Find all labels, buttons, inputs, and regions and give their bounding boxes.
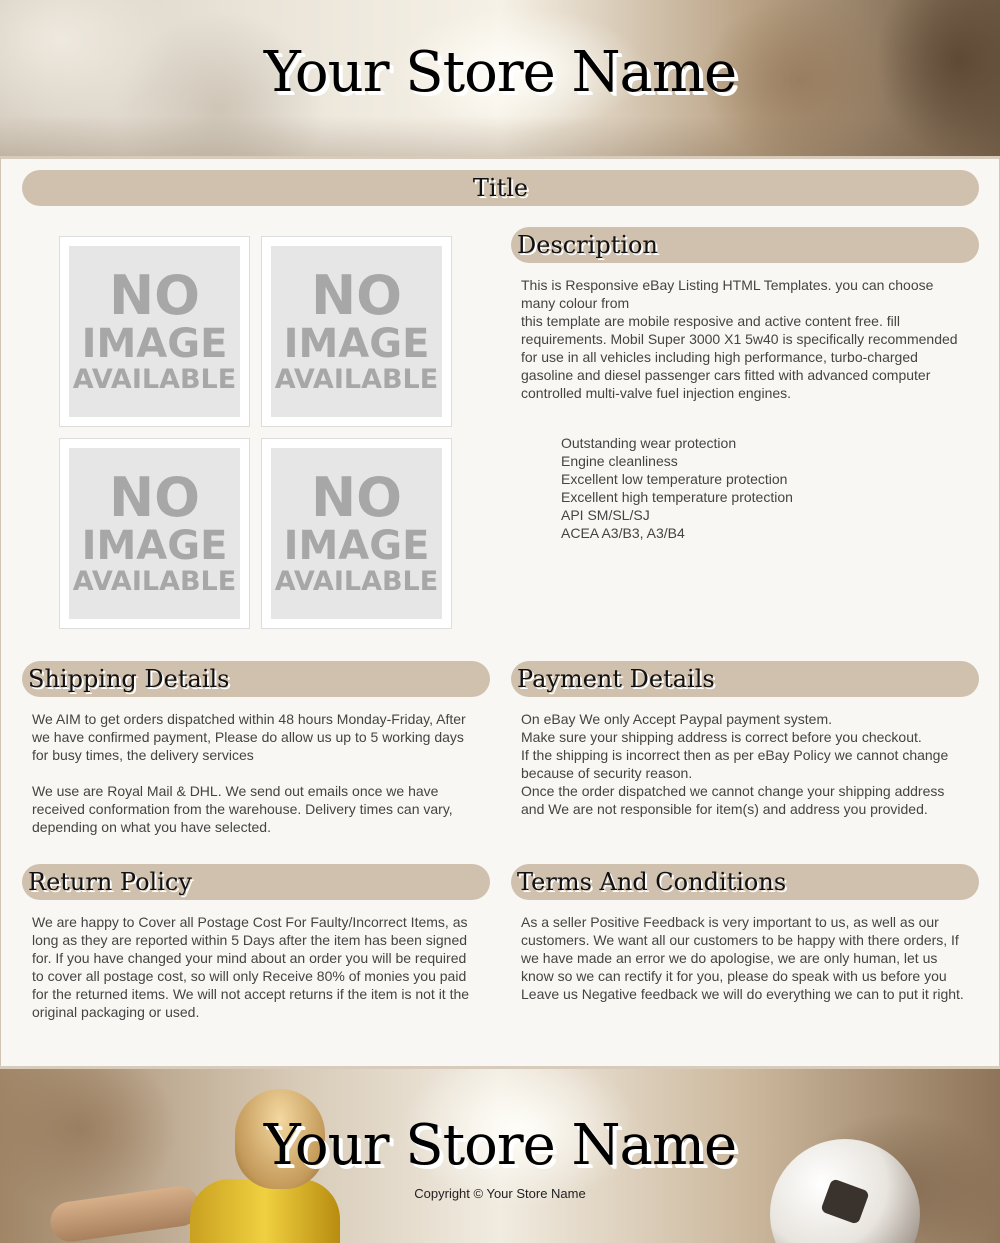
no-image-text: NO [310,465,403,529]
shipping-line: We use are Royal Mail & DHL. We send out emails once we have [32,783,439,799]
shipping-text [32,710,482,836]
shipping-line: for busy times, the delivery services [32,747,254,763]
payment-line: because of security reason. [521,765,693,781]
no-image-text: AVAILABLE [72,565,237,597]
payment-line: Make sure your shipping address is correct before you checkout. [521,729,922,745]
product-image-3[interactable] [59,438,250,629]
no-image-text: IMAGE [283,320,430,367]
return-line: long as they are reported within 5 Days after the item has been signed [32,932,468,948]
feature-list [561,434,793,542]
payment-heading: Payment Details [511,661,979,697]
feature-item: Excellent high temperature protection [561,489,793,505]
return-line: to cover all postage cost, so will only Receive 80% of monies you paid [32,968,467,984]
return-line: for the returned items. We will not accept returns if the item is not it the [32,986,470,1002]
description-line: this template are mobile resposive and active content free. fill [521,313,900,329]
no-image-text: NO [108,465,201,529]
feature-item: API SM/SL/SJ [561,507,650,523]
no-image-text: IMAGE [81,320,228,367]
description-line: gasoline and diesel passenger cars fitted with advanced computer [521,367,931,383]
header-banner [0,0,1000,156]
terms-line: Leave us Negative feedback we will do everything we can to put it right. [521,986,964,1002]
payment-line: Once the order dispatched we cannot change your shipping address [521,783,945,799]
description-line: This is Responsive eBay Listing HTML Templates. you can choose [521,277,934,293]
feature-item: Engine cleanliness [561,453,678,469]
no-image-text: NO [108,263,201,327]
footer-banner [0,1066,1000,1243]
terms-heading: Terms And Conditions [511,864,979,900]
description-text [521,276,971,402]
description-heading: Description [511,227,979,263]
feature-item: ACEA A3/B3, A3/B4 [561,525,685,541]
no-image-text: IMAGE [283,522,430,569]
footer-store-name: Your Store Name [263,1113,737,1178]
return-line: original packaging or used. [32,1004,200,1020]
feature-item: Outstanding wear protection [561,435,737,451]
shipping-line: We AIM to get orders dispatched within 48 hours Monday-Friday, After [32,711,466,727]
description-line: requirements. Mobil Super 3000 X1 5w40 is specifically recommended [521,331,958,347]
terms-line: we have made an error we do apologise, we are only human, let us [521,950,938,966]
product-image-4[interactable] [261,438,452,629]
listing-title: Title [22,170,979,206]
return-policy-heading: Return Policy [22,864,490,900]
no-image-text: IMAGE [81,522,228,569]
payment-line: If the shipping is incorrect then as per eBay Policy we cannot change [521,747,949,763]
shipping-heading: Shipping Details [22,661,490,697]
feature-item: Excellent low temperature protection [561,471,788,487]
no-image-placeholder [69,448,240,619]
return-policy-text [32,913,482,1021]
return-line: for. If you have changed your mind about an order you will be required [32,950,467,966]
no-image-placeholder [271,448,442,619]
main-content [0,156,1000,1069]
no-image-placeholder [69,246,240,417]
shipping-line [32,764,482,782]
description-line: controlled multi-valve fuel injection engines. [521,385,792,401]
no-image-text: AVAILABLE [274,363,439,395]
description-line: many colour from [521,295,630,311]
no-image-placeholder [271,246,442,417]
terms-text [521,913,971,1003]
store-name-heading: Your Store Name [263,40,737,105]
copyright-text: Copyright © Your Store Name [414,1186,586,1201]
shipping-line: depending on what you have selected. [32,819,271,835]
payment-text [521,710,971,818]
product-image-2[interactable] [261,236,452,427]
terms-line: know so we can rectify it for you, please do speak with us before you [521,968,947,984]
shipping-line: received conformation from the warehouse. Delivery times can vary, [32,801,453,817]
no-image-text: NO [310,263,403,327]
terms-line: customers. We want all our customers to be happy with there orders, If [521,932,959,948]
no-image-text: AVAILABLE [274,565,439,597]
no-image-text: AVAILABLE [72,363,237,395]
product-image-1[interactable] [59,236,250,427]
description-line: for use in all vehicles including high performance, turbo-charged [521,349,918,365]
return-line: We are happy to Cover all Postage Cost For Faulty/Incorrect Items, as [32,914,468,930]
payment-line: and We are not responsible for item(s) and address you provided. [521,801,928,817]
payment-line: On eBay We only Accept Paypal payment system. [521,711,833,727]
terms-line: As a seller Positive Feedback is very important to us, as well as our [521,914,939,930]
shipping-line: we have confirmed payment, Please do allow us up to 5 working days [32,729,464,745]
